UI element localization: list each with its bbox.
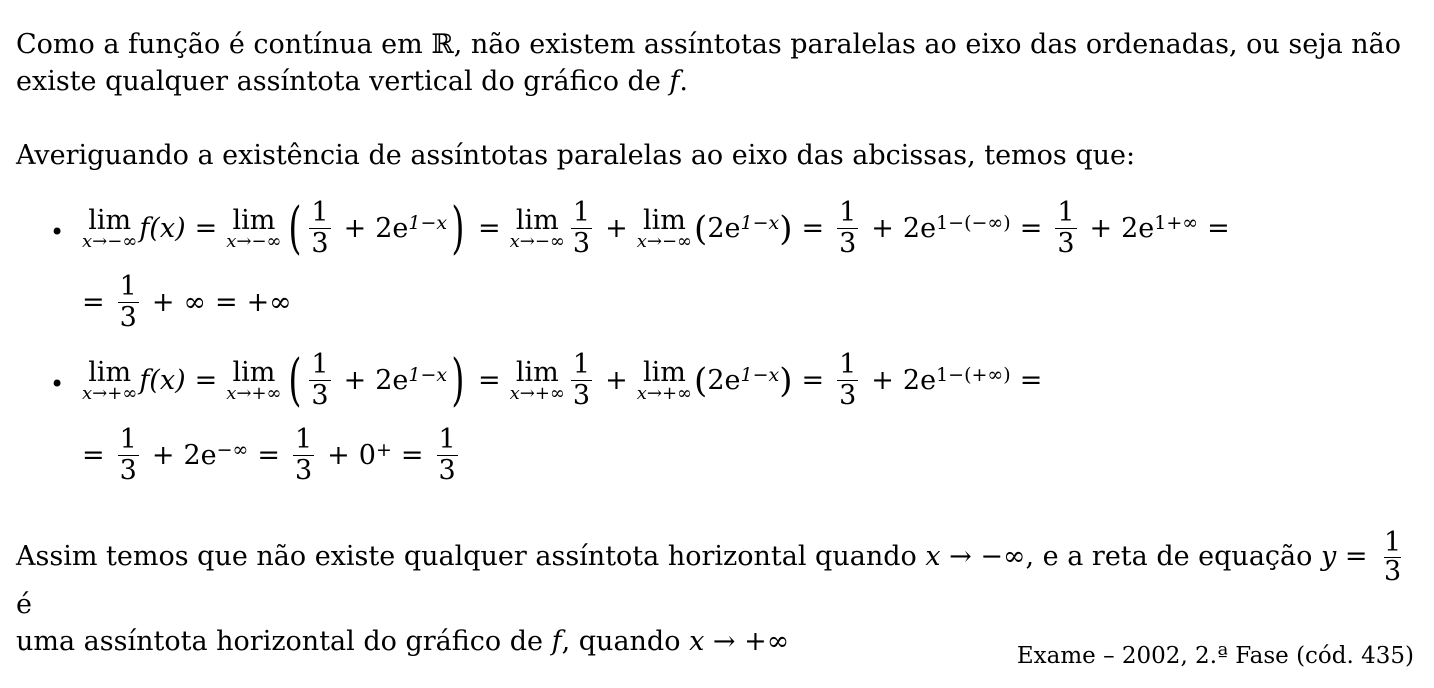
limit-operator: lim x→−∞ [509,204,565,252]
fraction-one-third: $\frac{1}{3}$ [294,424,313,486]
limit-plus-infinity-line2 [82,425,462,486]
fx: f(x) [139,213,186,244]
equals: = [801,365,825,396]
limit-operator: lim x→+∞ [82,356,138,404]
exam-credit: Exame – 2002, 2.ª Fase (cód. 435) [1016,643,1414,669]
period: . [679,66,689,97]
limit-operator: lim x→−∞ [82,204,138,252]
plus-infinity: +∞ [246,287,292,318]
x-to-minus-infinity: x → −∞ [925,541,1026,572]
fraction-one-third: $\frac{1}{3}$ [1057,197,1075,259]
limit-operator: lim x→+∞ [509,356,565,404]
conclusion-text: é [16,589,32,620]
paragraph-vertical-asymptotes [16,26,1421,100]
limit-operator: lim x→+∞ [226,356,282,404]
equals: = [477,213,501,244]
limit-operator: lim x→−∞ [226,204,282,252]
plus: + [871,365,894,396]
exp-term: $2e^{1-x}$ [375,212,448,244]
y-equals: y = [1320,541,1368,572]
bullet-marker: • [50,218,65,246]
equals: = [82,440,105,471]
equals: = [194,365,218,396]
infinity: ∞ [183,287,206,318]
fx: f(x) [139,365,186,396]
paragraph-conclusion [16,529,1421,660]
exp-term: $2e^{1+\infty}$ [1121,212,1199,244]
equals: = [400,440,424,471]
conclusion-text: , quando [561,626,681,657]
exp-term: $2e^{1-x}$ [707,364,780,396]
equals: = [82,287,105,318]
x-to-plus-infinity: x → +∞ [689,626,790,657]
zero-plus: 0+ [358,439,392,471]
exp-term: $2e^{1-x}$ [707,212,780,244]
fraction-one-third: $\frac{1}{3}$ [1384,527,1402,587]
equals: = [1207,213,1230,244]
equals: = [194,213,218,244]
function-symbol: f [669,66,680,97]
plus: + [151,287,175,318]
plus: + [1089,213,1113,244]
limit-plus-infinity-line1: lim x→+∞ f(x) = lim x→+∞ ( $\frac{1}{3}$ + $2e^{1-x}$ ) = lim x→+∞ $\frac{1}{3}$ + lim x→+∞ ( $2e^{1-x}$ ) = $\frac{1}{3}$ + $2e^{1-(+\infty)}$ = [82,347,1043,413]
exp-term: $2e^{1-x}$ [375,364,448,396]
limit-minus-infinity-line1: lim x→−∞ f(x) = lim x→−∞ ( $\frac{1}{3}$ + $2e^{1-x}$ ) = lim x→−∞ $\frac{1}{3}$ + lim x→−∞ ( $2e^{1-x}$ ) = $\frac{1}{3}$ + $2e^{1-(-\infty)}$ = $\frac{1}{3}$ + $2e^{1+\infty}$ = [82,195,1230,261]
fraction-one-third: $\frac{1}{3}$ [839,197,857,259]
conclusion-text: Assim temos que não existe qualquer assíntota horizontal quando [16,541,917,572]
equals: = [214,287,238,318]
fraction-one-third: $\frac{1}{3}$ [311,349,329,411]
fraction-one-third: $\frac{1}{3}$ [572,349,591,411]
exp-term: $2e^{1-(-\infty)}$ [902,212,1011,244]
limit-operator: lim x→+∞ [636,356,693,404]
exp-term: $2e^{1-(+\infty)}$ [902,364,1011,396]
paragraph-text: Como a função é contínua em ℝ, não existem assíntotas paralelas ao eixo das ordenadas, ou seja não existe qualquer assíntota vertical do gráfico de [16,29,1402,97]
plus: + [605,365,628,396]
conclusion-text: uma assíntota horizontal do gráfico de [16,626,544,657]
plus: + [327,440,350,471]
plus: + [151,440,175,471]
equals: = [257,440,280,471]
conclusion-text: , e a reta de equação [1025,541,1313,572]
function-symbol: f [551,626,562,657]
fraction-one-third: $\frac{1}{3}$ [839,349,857,411]
equals: = [801,213,825,244]
paragraph-horizontal-intro: Averiguando a existência de assíntotas paralelas ao eixo das abcissas, temos que: [16,140,1136,171]
equals: = [1019,365,1043,396]
plus: + [605,213,628,244]
limit-minus-infinity-line2 [82,272,292,333]
equals: = [1019,213,1043,244]
plus: + [343,213,367,244]
fraction-one-third: $\frac{1}{3}$ [119,271,137,333]
bullet-marker: • [50,370,65,398]
limit-operator: lim x→−∞ [636,204,693,252]
exp-term: 2e−∞ [183,439,249,471]
fraction-one-third: $\frac{1}{3}$ [438,424,456,486]
plus: + [871,213,894,244]
fraction-one-third: $\frac{1}{3}$ [572,197,591,259]
equals: = [477,365,501,396]
plus: + [343,365,367,396]
fraction-one-third: $\frac{1}{3}$ [119,424,137,486]
fraction-one-third: $\frac{1}{3}$ [311,197,329,259]
